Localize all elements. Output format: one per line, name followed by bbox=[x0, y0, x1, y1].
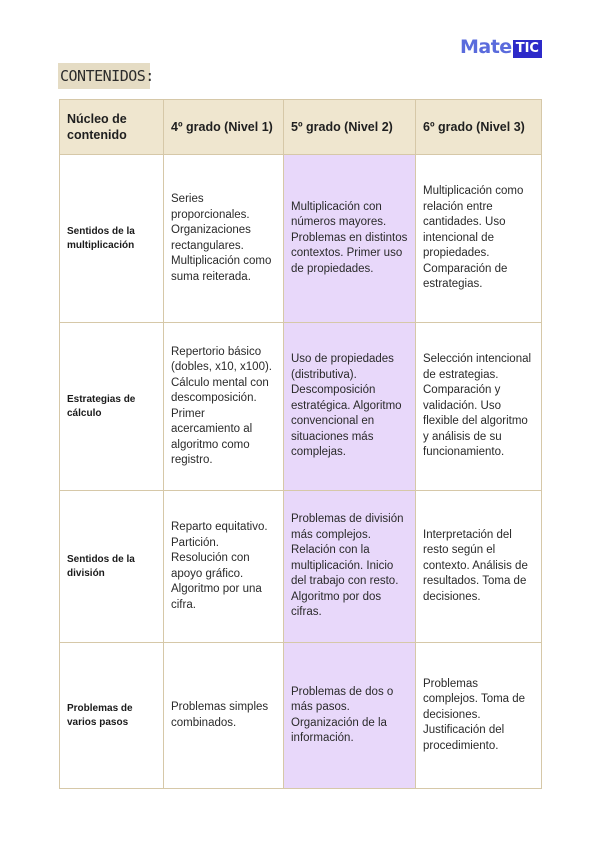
table-header-row bbox=[60, 100, 542, 155]
cell-grade-6: Problemas complejos. Toma de decisiones. Justificación del procedimiento. bbox=[416, 643, 542, 789]
cell-grade-6: Multiplicación como relación entre cantidades. Uso intencional de propiedades. Comparación de estrategias. bbox=[416, 155, 542, 323]
cell-grade-5: Problemas de división más complejos. Relación con la multiplicación. Inicio del trabajo con resto. Algoritmo por dos cifras. bbox=[284, 491, 416, 643]
table-row bbox=[60, 323, 542, 491]
table-row bbox=[60, 643, 542, 789]
matetic-logo bbox=[460, 36, 542, 58]
cell-grade-5: Multiplicación con números mayores. Problemas en distintos contextos. Primer uso de propiedades. bbox=[284, 155, 416, 323]
row-core-label: Problemas de varios pasos bbox=[60, 643, 164, 789]
table-row bbox=[60, 155, 542, 323]
header-grade-6: 6º grado (Nivel 3) bbox=[416, 100, 542, 155]
cell-grade-6: Selección intencional de estrategias. Comparación y validación. Uso flexible del algoritmo y análisis de su funcionamiento. bbox=[416, 323, 542, 491]
cell-grade-4: Series proporcionales. Organizaciones rectangulares. Multiplicación como suma reiterada. bbox=[164, 155, 284, 323]
logo-text: Mate bbox=[460, 36, 512, 58]
header-grade-4: 4º grado (Nivel 1) bbox=[164, 100, 284, 155]
row-core-label: Sentidos de la multiplicación bbox=[60, 155, 164, 323]
cell-grade-6: Interpretación del resto según el contexto. Análisis de resultados. Toma de decisiones. bbox=[416, 491, 542, 643]
row-core-label: Estrategias de cálculo bbox=[60, 323, 164, 491]
logo-box-text: TIC bbox=[513, 40, 542, 58]
cell-grade-5: Problemas de dos o más pasos. Organización de la información. bbox=[284, 643, 416, 789]
cell-grade-4: Repertorio básico (dobles, x10, x100). Cálculo mental con descomposición. Primer acercamiento al algoritmo como registro. bbox=[164, 323, 284, 491]
table-row bbox=[60, 491, 542, 643]
row-core-label: Sentidos de la división bbox=[60, 491, 164, 643]
cell-grade-5: Uso de propiedades (distributiva). Descomposición estratégica. Algoritmo convencional en situaciones más complejas. bbox=[284, 323, 416, 491]
contents-table bbox=[59, 99, 542, 789]
header-grade-5: 5º grado (Nivel 2) bbox=[284, 100, 416, 155]
cell-grade-4: Reparto equitativo. Partición. Resolución con apoyo gráfico. Algoritmo por una cifra. bbox=[164, 491, 284, 643]
cell-grade-4: Problemas simples combinados. bbox=[164, 643, 284, 789]
header-core: Núcleo de contenido bbox=[60, 100, 164, 155]
section-title: CONTENIDOS: bbox=[58, 63, 150, 89]
